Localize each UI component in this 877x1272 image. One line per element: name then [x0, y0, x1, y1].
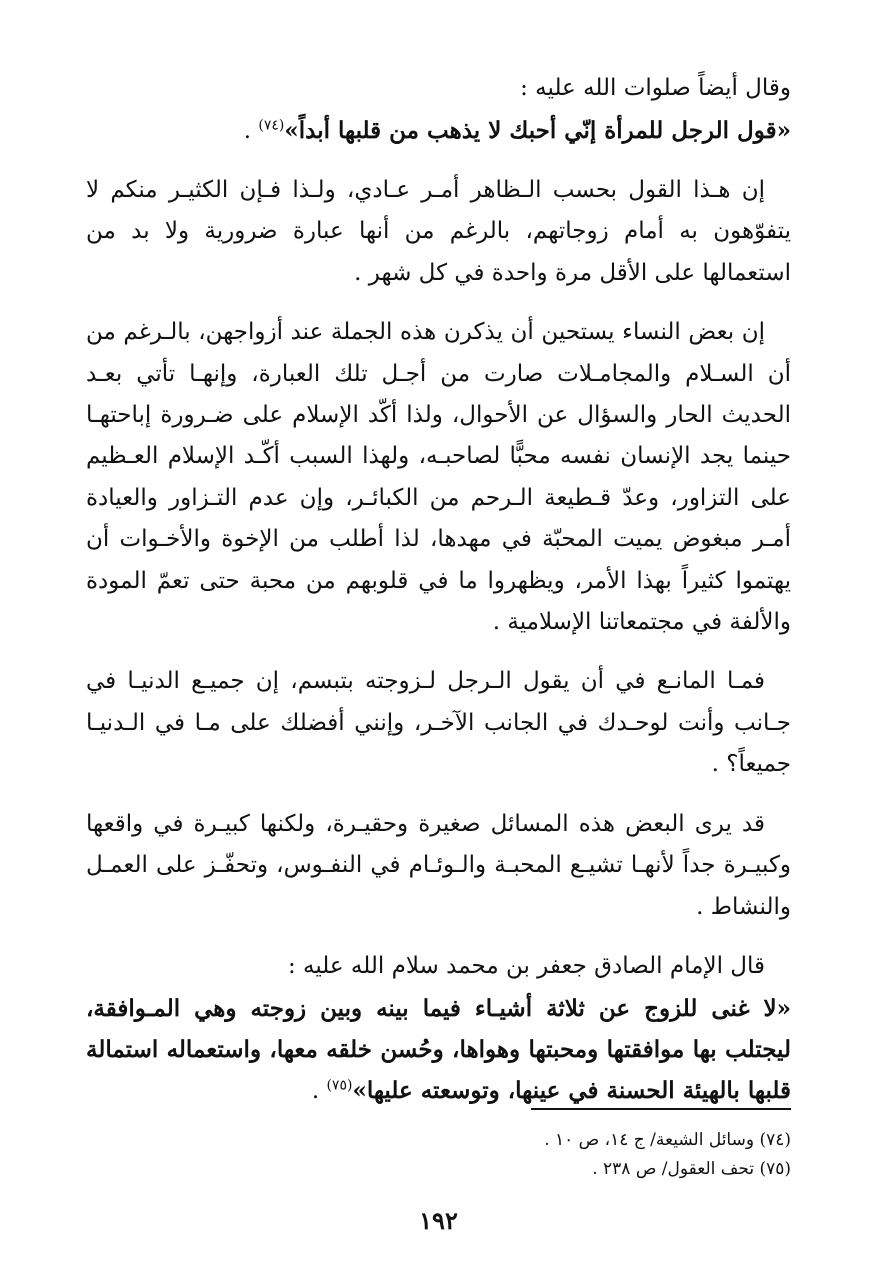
hadith-quote-1: [86, 110, 791, 152]
hadith-quote-1-text: «قول الرجل للمرأة إنّي أحبك لا يذهب من قلبها أبداً»: [284, 117, 791, 144]
page-body: [86, 68, 791, 1130]
paragraph-1: إن هـذا القول بحسب الـظاهر أمـر عـادي، ولـذا فـإن الكثيـر منكم لا يتفوّهون به أمام زوجاتهم، بالرغم من أنها عبارة ضرورية ولا بد من استعمالها على الأقل مرة واحدة في كل شهر .: [86, 177, 791, 286]
footnote-75: (٧٥) تحف العقول/ ص ٢٣٨ .: [592, 1159, 791, 1179]
footnote-ref-75: (٧٥): [326, 1077, 353, 1094]
intro-line-2: قال الإمام الصادق جعفر بن محمد سلام الله عليه :: [287, 952, 765, 979]
hadith-quote-2-end: .: [311, 1077, 327, 1104]
hadith-quote-1-end: .: [243, 118, 259, 144]
paragraph-2: إن بعض النساء يستحين أن يذكرن هذه الجملة عند أزواجهن، بالـرغم من أن السـلام والمجامـلات صارت من أجـل تلك العبارة، وإنهـا تأتي بعـد الحديث الحار والسؤال عن الأحوال، ولذا أكّد الإسلام على ضـرورة إباحتهـا حينما يجد الإنسان نفسه محبًّا لصاحبـه، ولهذا السبب أكّـد الإسلام العـظيم على التزاور، وعدّ قـطيعة الـرحم من الكبائـر، وإن عدم التـزاور والعيادة أمـر مبغوض يميت المحبّة في مهدها، لذا أطلب من الإخوة والأخـوات أن يهتموا كثيراً بهذا الأمر، ويظهروا ما في قلوبهم من محبة حتى تعمّ المودة والألفة في مجتمعاتنا الإسلامية .: [86, 319, 791, 636]
footnote-ref-74: (٧٤): [258, 117, 285, 134]
hadith-quote-2: [86, 988, 791, 1112]
hadith-quote-2-text: «لا غنى للزوج عن ثلاثة أشيـاء فيما بينه وبين زوجته وهي المـوافقة، ليجتلب بها موافقتها ومحبتها وهواها، وحُسن خلقه معها، واستعماله استمالة قلبها بالهيئة الحسنة في عينها، وتوسعته عليها»: [86, 994, 791, 1104]
paragraph-3: فمـا المانـع في أن يقول الـرجل لـزوجته بتبسم، إن جميـع الدنيـا في جـانب وأنت لوحـدك في الجانب الآخـر، وإنني أفضلك على مـا في الـدنيـا جميعاً؟ .: [86, 668, 791, 778]
paragraph-4: قد يرى البعض هذه المسائل صغيرة وحقيـرة، ولكنها كبيـرة في واقعها وكبيـرة جداً لأنهـا تشيـع المحبـة والـوئـام في النفـوس، وتحفّـز على العمـل والنشاط .: [86, 810, 791, 920]
footnotes: [86, 1126, 791, 1184]
footnote-divider: [531, 1108, 791, 1110]
intro-line-1: وقال أيضاً صلوات الله عليه :: [520, 75, 791, 101]
footnote-74: (٧٤) وسائل الشيعة/ ج ١٤، ص ١٠ .: [544, 1130, 791, 1150]
page-number: ١٩٢: [419, 1206, 458, 1235]
